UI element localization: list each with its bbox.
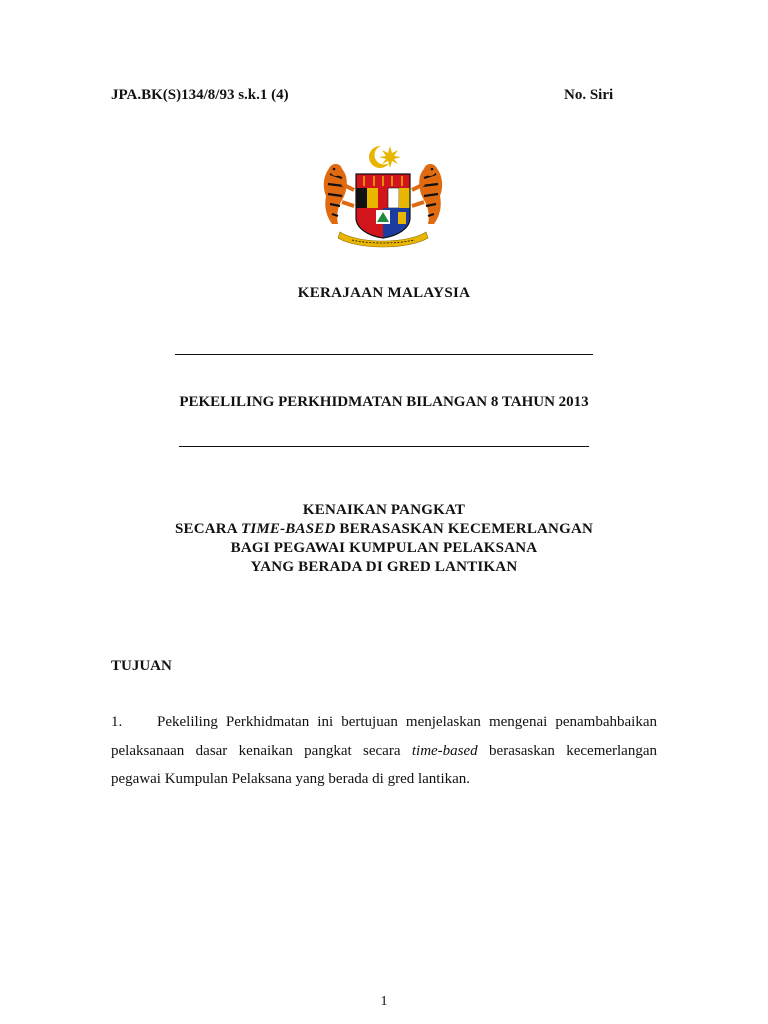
page-number: 1 xyxy=(380,994,388,1009)
title-line-3: BAGI PEGAWAI KUMPULAN PELAKSANA xyxy=(230,540,538,556)
title-line-2-suffix: BERASASKAN KECEMERLANGAN xyxy=(335,521,594,537)
paragraph-text-b: berasaskan kecemerlangan pegawai Kumpulan Pelaksana yang berada di gred lantikan. xyxy=(111,742,657,787)
title-line-2-emphasis: TIME-BASED xyxy=(240,521,336,537)
circular-number: PEKELILING PERKHIDMATAN BILANGAN 8 TAHUN 2013 xyxy=(179,394,589,410)
malaysia-coat-of-arms-icon xyxy=(318,140,448,248)
section-heading: TUJUAN xyxy=(111,658,172,674)
paragraph-text-a: Pekeliling Perkhidmatan ini bertujuan menjelaskan mengenai penambahbaikan pelaksanaan dasar kenaikan pangkat secara xyxy=(111,714,657,759)
paragraph-number: 1. xyxy=(111,714,123,730)
document-title xyxy=(0,501,768,577)
title-line-2-prefix: SECARA xyxy=(174,521,241,537)
title-line-1: KENAIKAN PANGKAT xyxy=(302,502,466,518)
paragraph-text-emphasis: time-based xyxy=(411,742,478,759)
title-line-2 xyxy=(0,520,768,539)
divider-top xyxy=(175,354,593,355)
document-reference: JPA.BK(S)134/8/93 s.k.1 (4) xyxy=(111,87,289,103)
serial-number-label: No. Siri xyxy=(564,87,614,103)
government-heading: KERAJAAN MALAYSIA xyxy=(297,285,471,301)
divider-bottom xyxy=(179,446,589,447)
title-line-4: YANG BERADA DI GRED LANTIKAN xyxy=(250,559,518,575)
paragraph-1 xyxy=(111,708,657,794)
